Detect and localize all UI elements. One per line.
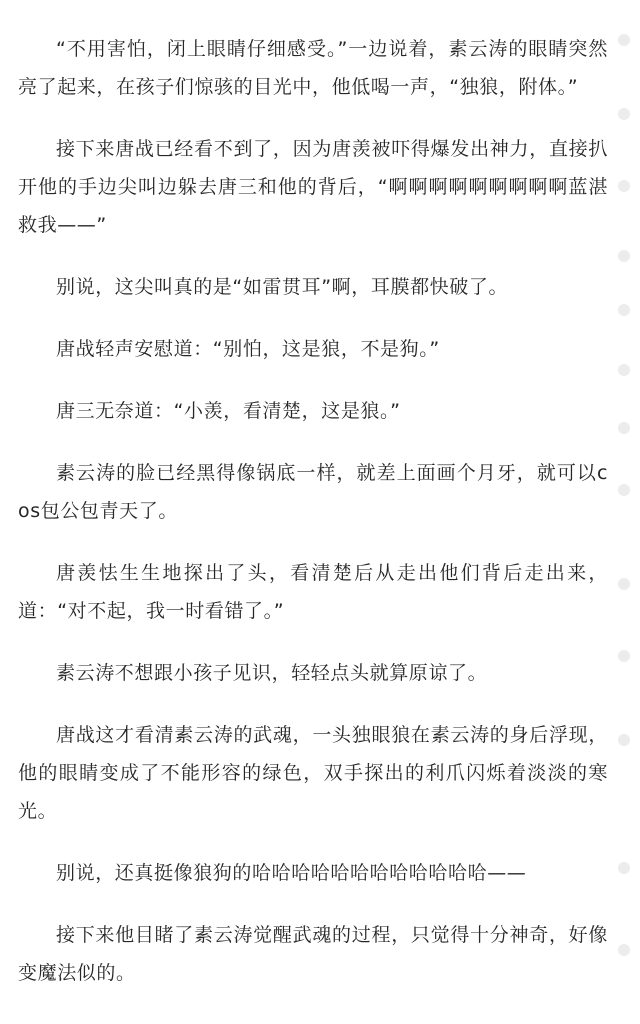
scroll-dot <box>618 304 630 316</box>
paragraph: 唐羡怯生生地探出了头，看清楚后从走出他们背后走出来，道：“对不起，我一时看错了。” <box>18 562 608 622</box>
scroll-dot <box>618 862 630 874</box>
scroll-dot <box>618 250 630 262</box>
paragraph: 别说，这尖叫真的是“如雷贯耳”啊，耳膜都快破了。 <box>56 276 509 298</box>
scroll-dot <box>618 180 630 192</box>
scroll-dot <box>618 364 630 376</box>
paragraph: “不用害怕，闭上眼睛仔细感受。”一边说着，素云涛的眼睛突然亮了起来，在孩子们惊骇的目光中，他低喝一声，“独狼，附体。” <box>18 38 608 98</box>
scroll-dot <box>618 422 630 434</box>
paragraph: 唐战这才看清素云涛的武魂，一头独眼狼在素云涛的身后浮现，他的眼睛变成了不能形容的绿色，双手探出的利爪闪烁着淡淡的寒光。 <box>18 724 608 822</box>
paragraph: 接下来他目睹了素云涛觉醒武魂的过程，只觉得十分神奇，好像变魔法似的。 <box>18 924 608 984</box>
scroll-dot <box>618 484 630 496</box>
paragraph: 唐三无奈道：“小羡，看清楚，这是狼。” <box>56 400 401 422</box>
paragraph: 素云涛不想跟小孩子见识，轻轻点头就算原谅了。 <box>56 662 488 684</box>
paragraph: 别说，还真挺像狼狗的哈哈哈哈哈哈哈哈哈哈哈哈—— <box>56 862 527 884</box>
scroll-dot <box>618 944 630 956</box>
scroll-indicator <box>618 0 632 1024</box>
scroll-dot <box>618 650 630 662</box>
scroll-dot <box>618 734 630 746</box>
scroll-dot <box>618 108 630 120</box>
scroll-dot <box>618 34 630 46</box>
paragraph: 接下来唐战已经看不到了，因为唐羡被吓得爆发出神力，直接扒开他的手边尖叫边躲去唐三和他的背后，“啊啊啊啊啊啊啊啊啊蓝湛救我——” <box>18 138 608 236</box>
scroll-dot <box>618 578 630 590</box>
article-body <box>18 30 608 1016</box>
paragraph: 素云涛的脸已经黑得像锅底一样，就差上面画个月牙，就可以cos包公包青天了。 <box>18 462 608 522</box>
paragraph: 唐战轻声安慰道：“别怕，这是狼，不是狗。” <box>56 338 440 360</box>
